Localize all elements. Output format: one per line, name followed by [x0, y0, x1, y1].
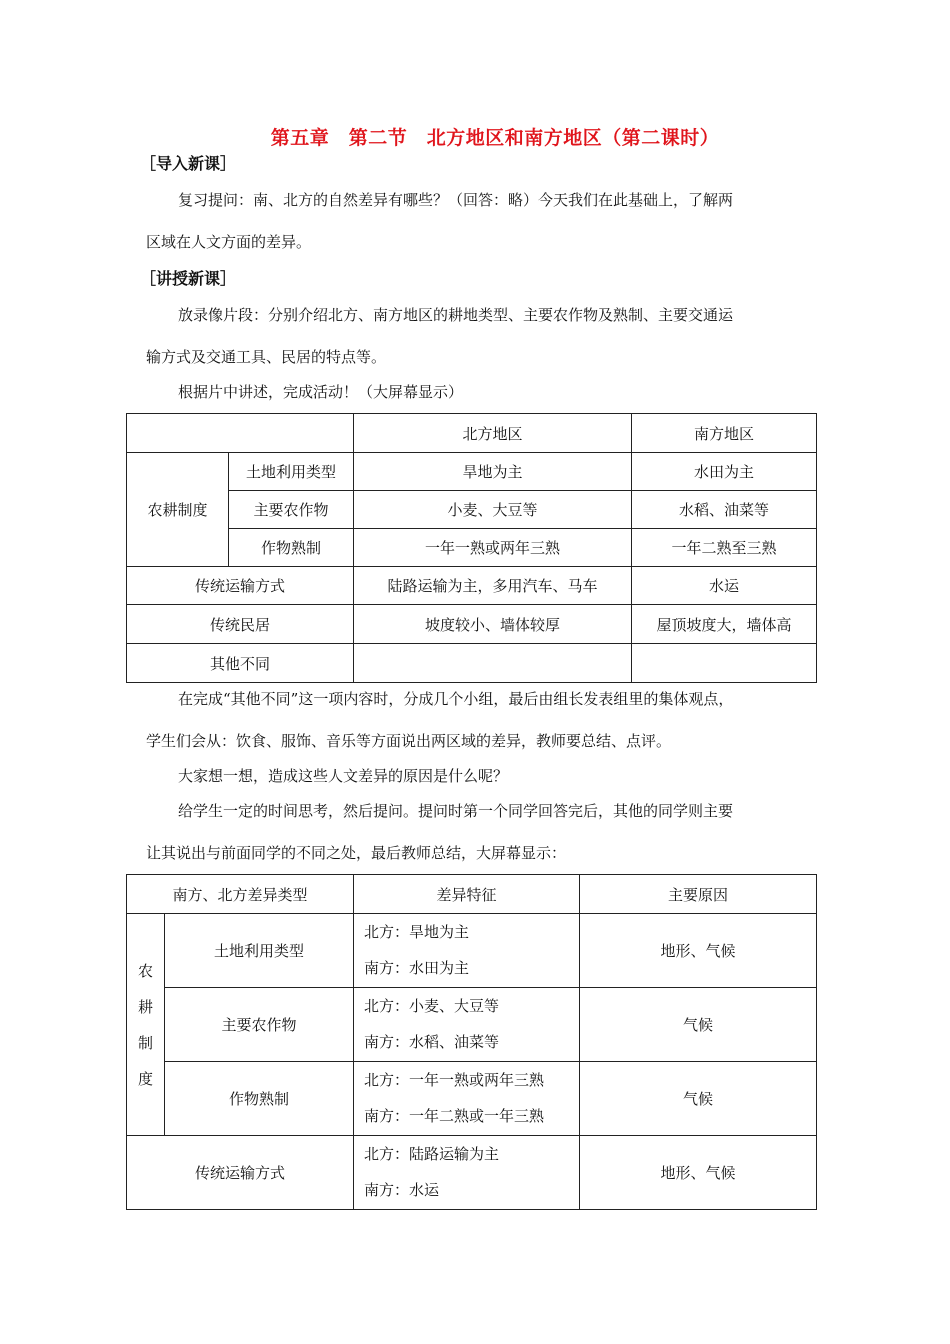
- north-feature: 北方：一年一熟或两年三熟: [364, 1071, 545, 1089]
- header-cell-north: 北方地区: [354, 414, 632, 453]
- table-row: [127, 567, 817, 605]
- south-cell: 屋顶坡度大，墙体高: [632, 605, 817, 644]
- header-cell-reason: 主要原因: [580, 875, 817, 914]
- table-row: [127, 1062, 817, 1136]
- group-char: 制: [137, 1033, 153, 1052]
- table-row: [127, 914, 817, 988]
- summary-paragraph-line: 给学生一定的时间思考，然后提问。提问时第一个同学回答完后，其他的同学则主要: [178, 802, 734, 820]
- north-cell: 陆路运输为主，多用汽车、马车: [354, 567, 632, 605]
- south-feature: 南方：一年二熟或一年三熟: [364, 1107, 545, 1125]
- table-header-row: [127, 875, 817, 914]
- group-label-cell: 农耕制度: [127, 453, 229, 567]
- row-label-cell: 传统运输方式: [127, 567, 354, 605]
- group-label-vertical: [127, 914, 165, 1136]
- question-paragraph-line: 大家想一想，造成这些人文差异的原因是什么呢？: [178, 767, 509, 785]
- intro-paragraph-line: 区域在人文方面的差异。: [146, 233, 312, 251]
- north-cell: [354, 644, 632, 683]
- north-cell: 一年一熟或两年三熟: [354, 529, 632, 567]
- feature-cell: [354, 914, 580, 988]
- activity-table: [126, 413, 817, 683]
- south-cell: 水运: [632, 567, 817, 605]
- row-label-cell: 传统运输方式: [127, 1136, 354, 1210]
- table-row: [127, 605, 817, 644]
- page-title: 第五章 第二节 北方地区和南方地区（第二课时）: [270, 127, 720, 149]
- group-char: 农: [137, 961, 153, 980]
- teach-paragraph-line: 根据片中讲述，完成活动！（大屏幕显示）: [178, 383, 464, 401]
- reason-cell: 地形、气候: [580, 914, 817, 988]
- group-char: 度: [137, 1069, 153, 1088]
- header-cell-feature: 差异特征: [354, 875, 580, 914]
- row-label-cell: 土地利用类型: [229, 453, 354, 491]
- feature-cell: [354, 988, 580, 1062]
- south-cell: 一年二熟至三熟: [632, 529, 817, 567]
- table-row: [127, 453, 817, 491]
- header-cell-type: 南方、北方差异类型: [127, 875, 354, 914]
- north-cell: 旱地为主: [354, 453, 632, 491]
- discussion-paragraph-line: 在完成“其他不同”这一项内容时，分成几个小组，最后由组长发表组里的集体观点，: [178, 690, 734, 708]
- teach-heading: ［讲授新课］: [140, 269, 237, 288]
- teach-paragraph-line: 输方式及交通工具、民居的特点等。: [146, 348, 387, 366]
- south-cell: 水稻、油菜等: [632, 491, 817, 529]
- intro-heading: ［导入新课］: [140, 154, 237, 173]
- table-row: [127, 644, 817, 683]
- header-cell-empty: [127, 414, 354, 453]
- north-cell: 小麦、大豆等: [354, 491, 632, 529]
- feature-cell: [354, 1062, 580, 1136]
- reason-cell: 地形、气候: [580, 1136, 817, 1210]
- teach-paragraph-line: 放录像片段：分别介绍北方、南方地区的耕地类型、主要农作物及熟制、主要交通运: [178, 306, 734, 324]
- row-label-cell: 主要农作物: [165, 988, 354, 1062]
- table-row: [127, 529, 817, 567]
- south-feature: 南方：水稻、油菜等: [364, 1033, 500, 1051]
- south-feature: 南方：水运: [364, 1181, 440, 1199]
- south-cell: 水田为主: [632, 453, 817, 491]
- summary-paragraph-line: 让其说出与前面同学的不同之处，最后教师总结，大屏幕显示：: [146, 844, 567, 862]
- reason-cell: 气候: [580, 988, 817, 1062]
- row-label-cell: 其他不同: [127, 644, 354, 683]
- north-feature: 北方：陆路运输为主: [364, 1145, 500, 1163]
- group-char: 耕: [137, 997, 153, 1016]
- row-label-cell: 作物熟制: [229, 529, 354, 567]
- south-cell: [632, 644, 817, 683]
- row-label-cell: 传统民居: [127, 605, 354, 644]
- table-row: [127, 491, 817, 529]
- row-label-cell: 作物熟制: [165, 1062, 354, 1136]
- north-feature: 北方：旱地为主: [364, 923, 470, 941]
- header-cell-south: 南方地区: [632, 414, 817, 453]
- intro-paragraph-line: 复习提问：南、北方的自然差异有哪些？（回答：略）今天我们在此基础上，了解两: [178, 191, 734, 209]
- row-label-cell: 主要农作物: [229, 491, 354, 529]
- discussion-paragraph-line: 学生们会从：饮食、服饰、音乐等方面说出两区域的差异，教师要总结、点评。: [146, 732, 672, 750]
- table-row: [127, 1136, 817, 1210]
- north-feature: 北方：小麦、大豆等: [364, 997, 500, 1015]
- feature-cell: [354, 1136, 580, 1210]
- reason-cell: 气候: [580, 1062, 817, 1136]
- table-header-row: [127, 414, 817, 453]
- summary-table: [126, 874, 817, 1210]
- north-cell: 坡度较小、墙体较厚: [354, 605, 632, 644]
- row-label-cell: 土地利用类型: [165, 914, 354, 988]
- south-feature: 南方：水田为主: [364, 959, 470, 977]
- table-row: [127, 988, 817, 1062]
